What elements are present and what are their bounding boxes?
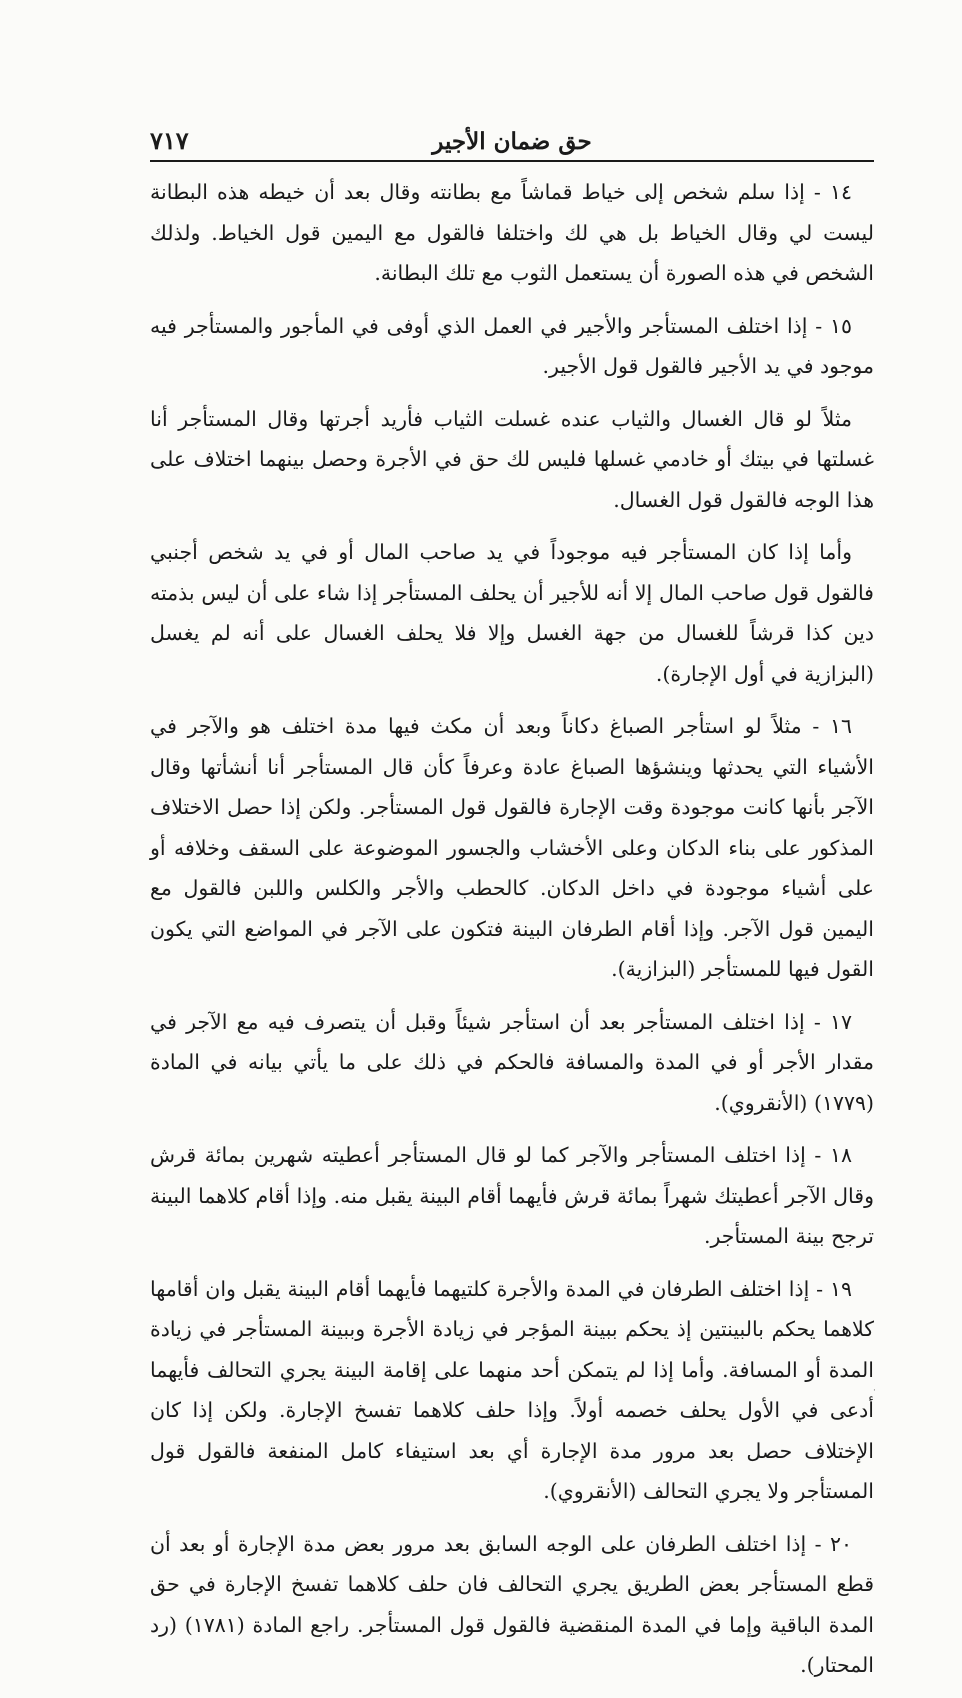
paragraph-15: ١٥ - إذا اختلف المستأجر والأجير في العمل الذي أوفى في المأجور والمستأجر فيه موجود في يد الأجير فالقول قول الأجير. [150, 313, 874, 378]
paragraph-owner-case: وأما إذا كان المستأجر فيه موجوداً في يد صاحب المال أو في يد شخص أجنبي فالقول قول صاحب المال إلا أنه للأجير أن يحلف المستأجر إذا شاء على أن ليس بذمته دين كذا قرشاً للغسال من جهة الغسل وإلا فلا يحلف الغسال على أنه لم يغسل (البزازية في أول الإجارة). [150, 540, 874, 686]
paragraph-example: مثلاً لو قال الغسال والثياب عنده غسلت الثياب فأريد أجرتها وقال المستأجر أنا غسلتها في بيتك أو خادمي غسلها فليس لك حق في الأجرة وحصل بينهما اختلاف على هذا الوجه فالقول قول الغسال. [150, 406, 874, 512]
page-header [150, 118, 874, 162]
corner-mark: · [873, 1386, 876, 1396]
page-number: ٧١٧ [150, 126, 189, 155]
paragraph-19: ١٩ - إذا اختلف الطرفان في المدة والأجرة كلتيهما فأيهما أقام البينة يقبل وان أقامها كلاهما يحكم بالبينتين إذ يحكم ببينة المؤجر في زيادة الأجرة وببينة المستأجر في زيادة المدة أو المسافة. وأما إذا لم يتمكن أحد منهما على إقامة البينة يجري التحالف فأيهما أدعى في الأول يحلف خصمه أولاً. وإذا حلف كلاهما تفسخ الإجارة. ولكن إذا كان الإختلاف حصل بعد مرور مدة الإجارة أي بعد استيفاء كامل المنفعة فالقول قول المستأجر ولا يجري التحالف (الأنقروي). [150, 1276, 874, 1503]
header-rule [150, 160, 874, 162]
page-body [150, 172, 874, 1698]
paragraph-17: ١٧ - إذا اختلف المستأجر بعد أن استأجر شيئاً وقبل أن يتصرف فيه مع الآجر في مقدار الأجر أو في المدة والمسافة فالحكم في ذلك على ما يأتي بيانه في المادة (١٧٧٩) (الأنقروي). [150, 1009, 874, 1115]
paragraph-20: ٢٠ - إذا اختلف الطرفان على الوجه السابق بعد مرور بعض مدة الإجارة أو بعد أن قطع المستأجر بعض الطريق يجري التحالف فان حلف كلاهما تفسخ الإجارة في حق المدة الباقية وإما في المدة المنقضية فالقول قول المستأجر. راجع المادة (١٧٨١) (رد المحتار). [150, 1531, 874, 1677]
paragraph-18: ١٨ - إذا اختلف المستأجر والآجر كما لو قال المستأجر أعطيته شهرين بمائة قرش وقال الآجر أعطيتك شهراً بمائة قرش فأيهما أقام البينة يقبل منه. وإذا أقام كلاهما البينة ترجح بينة المستأجر. [150, 1143, 874, 1248]
running-title: حق ضمان الأجير [432, 128, 592, 155]
paragraph-14: ١٤ - إذا سلم شخص إلى خياط قماشاً مع بطانته وقال بعد أن خيطه هذه البطانة ليست لي وقال الخياط بل هي لك واختلفا فالقول مع اليمين قول الخياط. ولذلك الشخص في هذه الصورة أن يستعمل الثوب مع تلك البطانة. [150, 180, 874, 285]
paragraph-16: ١٦ - مثلاً لو استأجر الصباغ دكاناً وبعد أن مكث فيها مدة اختلف هو والآجر في الأشياء التي يحدثها وينشؤها الصباغ عادة وعرفاً كأن قال المستأجر أنا أنشأتها وقال الآجر بأنها كانت موجودة وقت الإجارة فالقول قول المستأجر. ولكن إذا حصل الاختلاف المذكور على بناء الدكان وعلى الأخشاب والجسور الموضوعة على السقف وخلافه أو على أشياء موجودة في داخل الدكان. كالحطب والأجر والكلس واللبن فالقول مع اليمين قول الآجر. وإذا أقام الطرفان البينة فتكون على الآجر في المواضع التي يكون القول فيها للمستأجر (البزازية). [150, 714, 874, 981]
